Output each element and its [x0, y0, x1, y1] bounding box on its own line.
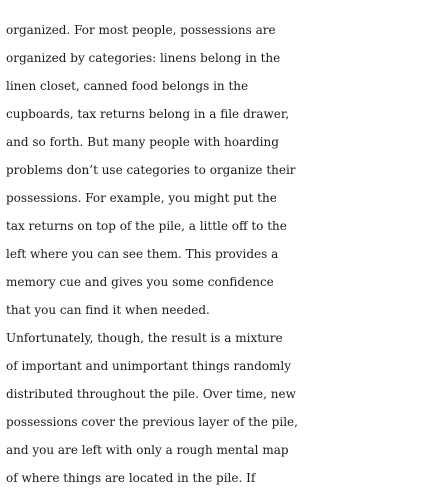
text-line: that you can find it when needed. [6, 303, 210, 317]
text-line: Unfortunately, though, the result is a mixture [6, 331, 283, 345]
text-line: and so forth. But many people with hoarding [6, 135, 279, 149]
text-line: linen closet, canned food belongs in the [6, 79, 249, 93]
text-line: organized by categories: linens belong in the [6, 51, 281, 65]
text-line: organized. For most people, possessions are [6, 23, 276, 37]
text-line: of where things are located in the pile. If [6, 471, 256, 485]
text-line: possessions. For example, you might put the [6, 191, 277, 205]
text-line: left where you can see them. This provides a [6, 247, 279, 261]
text-line: of important and unimportant things randomly [6, 359, 292, 373]
text-line: possessions cover the previous layer of the pile, [6, 415, 298, 429]
text-line: cupboards, tax returns belong in a file drawer, [6, 107, 290, 121]
text-line: memory cue and gives you some confidence [6, 275, 274, 289]
body-text [6, 16, 425, 492]
text-line: problems don’t use categories to organize their [6, 163, 296, 177]
text-line: distributed throughout the pile. Over time, new [6, 387, 296, 401]
text-line: and you are left with only a rough mental map [6, 443, 289, 457]
text-line: tax returns on top of the pile, a little off to the [6, 219, 287, 233]
